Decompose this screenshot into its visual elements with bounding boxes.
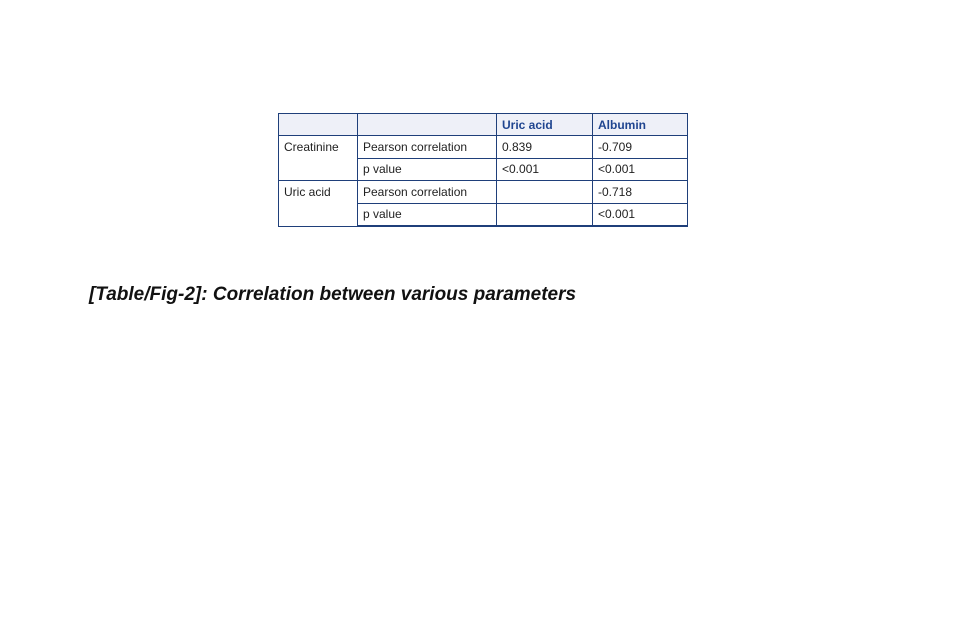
- header-cell-blank-1: [279, 114, 358, 136]
- uric-acid-value: 0.839: [497, 136, 593, 159]
- uric-acid-value: [497, 181, 593, 204]
- albumin-value: -0.718: [593, 181, 688, 204]
- figure-caption: [Table/Fig-2]: Correlation between various parameters: [89, 284, 577, 305]
- correlation-table: [278, 113, 688, 227]
- table-row: [279, 136, 688, 159]
- table-row: [279, 181, 688, 204]
- albumin-value: -0.709: [593, 136, 688, 159]
- header-cell-blank-2: [358, 114, 497, 136]
- stat-label: Pearson correlation: [358, 136, 497, 159]
- stat-label: p value: [358, 203, 497, 226]
- table-header-row: [279, 114, 688, 136]
- uric-acid-value: [497, 203, 593, 226]
- row-group-label: Uric acid: [279, 181, 358, 227]
- header-cell-uric-acid: Uric acid: [497, 114, 593, 136]
- row-group-label: Creatinine: [279, 136, 358, 181]
- albumin-value: <0.001: [593, 203, 688, 226]
- stat-label: p value: [358, 158, 497, 181]
- albumin-value: <0.001: [593, 158, 688, 181]
- uric-acid-value: <0.001: [497, 158, 593, 181]
- header-cell-albumin: Albumin: [593, 114, 688, 136]
- stat-label: Pearson correlation: [358, 181, 497, 204]
